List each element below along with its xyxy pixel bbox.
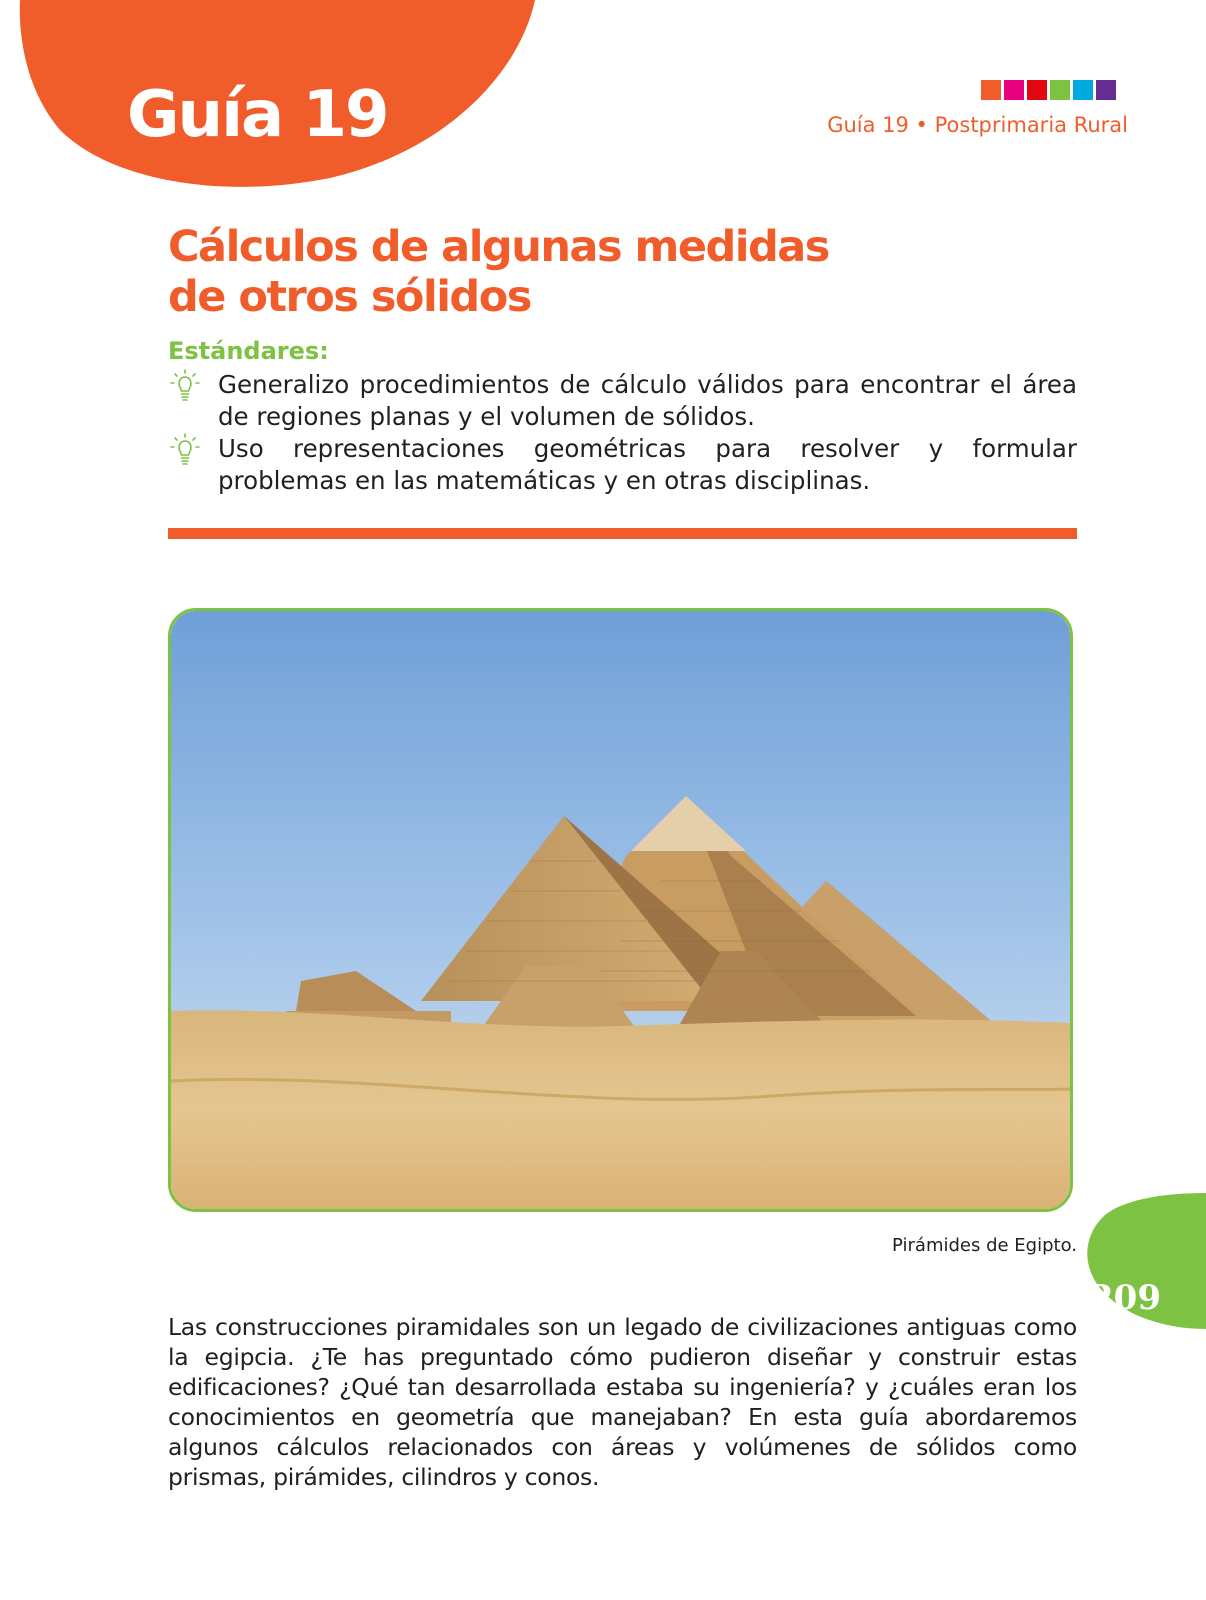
page-number: 209 — [1090, 1278, 1161, 1318]
color-square-magenta — [1004, 80, 1024, 100]
pyramids-photo — [168, 608, 1073, 1212]
standards-list — [168, 369, 1077, 497]
color-square-cyan — [1073, 80, 1093, 100]
page-title-line-2: de otros sólidos — [168, 272, 531, 322]
pyramids-illustration — [171, 611, 1070, 1209]
color-square-purple — [1096, 80, 1116, 100]
section-divider — [168, 528, 1077, 539]
standard-item — [168, 369, 1077, 433]
photo-caption: Pirámides de Egipto. — [892, 1235, 1077, 1256]
standards-heading: Estándares: — [168, 337, 329, 365]
color-square-green — [1050, 80, 1070, 100]
running-header: Guía 19 • Postprimaria Rural — [827, 113, 1128, 137]
standard-text: Generalizo procedimientos de cálculo válidos para encontrar el área de regiones planas y el volumen de sólidos. — [218, 370, 1077, 431]
color-square-orange — [981, 80, 1001, 100]
standard-item — [168, 433, 1077, 497]
lightbulb-icon — [170, 369, 200, 403]
page-title-line-1: Cálculos de algunas medidas — [168, 222, 829, 272]
color-square-red — [1027, 80, 1047, 100]
color-squares — [981, 80, 1116, 100]
page-title — [168, 222, 829, 322]
lightbulb-icon — [170, 433, 200, 467]
intro-paragraph: Las construcciones piramidales son un legado de civilizaciones antiguas como la egipcia. ¿Te has preguntado cómo pudieron diseñar y construir estas edificaciones? ¿Qué tan desarrollada estaba su ingeniería? y ¿cuáles eran los conocimientos en geometría que manejaban? En esta guía abordaremos algunos cálculos relacionados con áreas y volúmenes de sólidos como prismas, pirámides, cilindros y conos. — [168, 1313, 1077, 1491]
guide-label: Guía 19 — [127, 78, 388, 152]
standard-text: Uso representaciones geométricas para resolver y formular problemas en las matemáticas y en otras disciplinas. — [218, 434, 1077, 495]
